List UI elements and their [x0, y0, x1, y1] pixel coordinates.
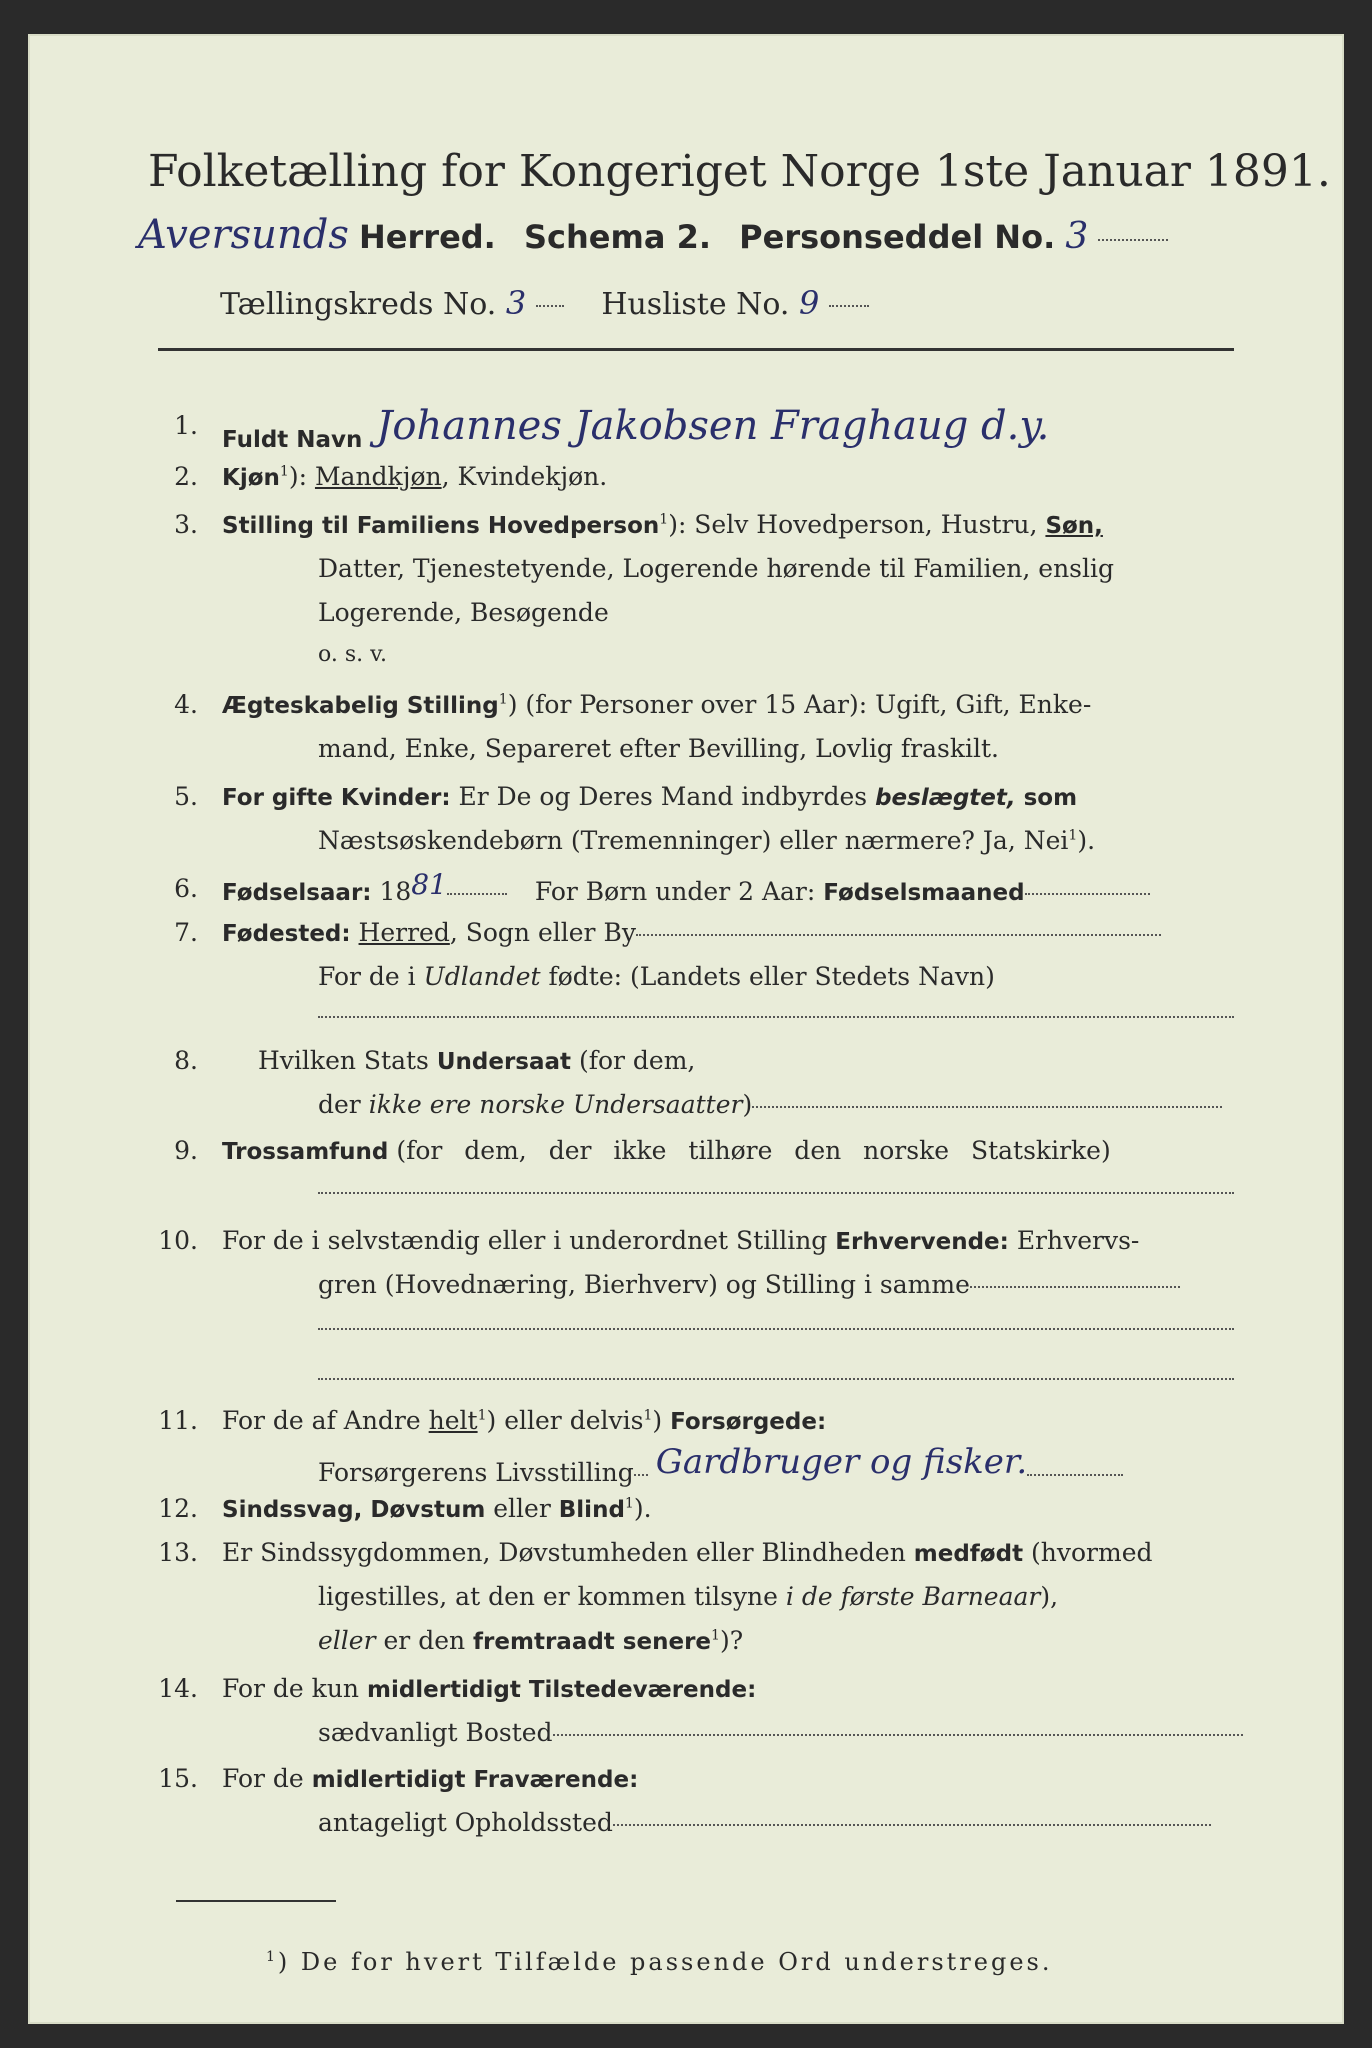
footnote-ref: 1 [477, 1407, 487, 1424]
item-number: 1. [174, 411, 198, 440]
item-8-undersaat [258, 1046, 695, 1075]
item-label: Undersaat [436, 1049, 572, 1075]
footnote-ref: 1 [1068, 827, 1078, 844]
item-text: ) (for Personer over 15 Aar): Ugift, Gift, Enke- [507, 690, 1092, 719]
item-12-sindssvag [222, 1494, 652, 1523]
item-label: Stilling til Familiens Hovedperson [222, 513, 660, 539]
item-number: 15. [158, 1764, 198, 1793]
item-text: , Kvindekjøn. [441, 462, 608, 491]
item-15-line-2 [318, 1808, 1211, 1837]
item-number: 8. [174, 1046, 198, 1075]
item-text: antageligt Opholdssted [318, 1808, 613, 1837]
footnote-rule [176, 1900, 336, 1902]
form-title: Folketælling for Kongeriget Norge 1ste Januar 1891. [148, 146, 1331, 197]
item-number: 11. [158, 1406, 198, 1435]
underlined-option: Mandkjøn [314, 462, 442, 491]
husliste-label: Husliste No. [601, 287, 790, 322]
item-6-fodselsaar [222, 868, 1150, 907]
item-text: der [318, 1090, 361, 1119]
item-label: Fuldt Navn [222, 427, 363, 453]
item-text: For de kun [222, 1674, 360, 1703]
item-label: Kjøn [222, 465, 280, 491]
item-text: For de af Andre [222, 1406, 421, 1435]
name-value: Johannes Jakobsen Fraghaug d.y. [376, 403, 1050, 449]
footnote [266, 1948, 1052, 1976]
item-label: midlertidigt Fraværende: [311, 1767, 639, 1793]
underlined-option: Søn, [1045, 513, 1103, 539]
footnote-ref: 1 [498, 691, 508, 708]
item-label: Trossamfund [222, 1139, 389, 1165]
item-15-fravaerende [222, 1764, 638, 1793]
dotted-line [1098, 239, 1168, 241]
underlined-option: Herred [358, 918, 450, 947]
item-text: beslægtet, [875, 785, 1016, 811]
item-text: For de i selvstændig eller i underordnet Stilling [222, 1226, 828, 1255]
personseddel-no: 3 [1065, 216, 1089, 257]
item-number: 4. [174, 690, 198, 719]
item-text: ) eller delvis [486, 1406, 644, 1435]
item-text: Forsørgerens Livsstilling [318, 1458, 634, 1487]
item-label: Fødselsmaaned [823, 880, 1025, 906]
item-label: fremtraadt senere [473, 1629, 712, 1655]
item-3-line-4: o. s. v. [318, 642, 387, 667]
kreds-label: Tællingskreds No. [220, 287, 497, 322]
item-text: er den [383, 1626, 466, 1655]
item-text: ): [288, 462, 307, 491]
item-5-line-2 [318, 826, 1095, 855]
item-10-line-2 [318, 1270, 1180, 1299]
item-text: (for dem, der ikke tilhøre den norske Statskirke) [396, 1136, 1111, 1165]
item-13-line-3 [318, 1626, 743, 1655]
item-text: For de [222, 1764, 304, 1793]
item-text: Er De og Deres Mand indbyrdes [458, 782, 868, 811]
item-text: (hvormed [1031, 1538, 1153, 1567]
item-4-line-2: mand, Enke, Separeret efter Bevilling, Lovlig fraskilt. [318, 734, 999, 763]
item-13-medfodt [222, 1538, 1153, 1567]
footnote-ref: 1 [659, 511, 669, 528]
herred-row [138, 212, 1168, 258]
item-text: ): Selv Hovedperson, Hustru, [668, 510, 1038, 539]
footnote-ref: 1 [266, 1949, 278, 1965]
item-5-gifte-kvinder [222, 782, 1077, 811]
item-label: medfødt [913, 1541, 1024, 1567]
dotted-line [829, 305, 869, 307]
item-text: ikke ere norske Undersaatter [368, 1090, 743, 1119]
schema-label: Schema 2. [524, 218, 711, 256]
item-label: Blind [558, 1497, 625, 1523]
footnote-text: ) De for hvert Tilfælde passende Ord understreges. [277, 1948, 1053, 1976]
item-text: sædvanligt Bosted [318, 1718, 553, 1747]
item-text: For de i [318, 962, 416, 991]
dotted-line [553, 1734, 1243, 1736]
item-13-line-2 [318, 1582, 1058, 1611]
personseddel-label: Personseddel No. [739, 218, 1056, 256]
dotted-line [536, 305, 564, 307]
item-text: eller [318, 1626, 376, 1655]
dotted-line [318, 1016, 1234, 1018]
item-number: 14. [158, 1674, 198, 1703]
item-number: 6. [174, 874, 198, 903]
item-text: Er Sindssygdommen, Døvstumheden eller Blindheden [222, 1538, 906, 1567]
item-number: 12. [158, 1494, 198, 1523]
item-7-line-2 [318, 962, 995, 991]
item-text: )? [719, 1626, 744, 1655]
item-number: 9. [174, 1136, 198, 1165]
item-10-erhvervende [222, 1226, 1139, 1255]
kreds-row [220, 284, 869, 322]
item-3-line-2: Datter, Tjenestetyende, Logerende hørende til Familien, enslig [318, 554, 1115, 583]
item-label: Sindssvag, Døvstum [222, 1497, 486, 1523]
item-text: i de første Barneaar [785, 1582, 1041, 1611]
item-number: 13. [158, 1538, 198, 1567]
header-rule [158, 348, 1234, 351]
dotted-line [318, 1328, 1234, 1330]
item-text: som [1023, 785, 1078, 811]
dotted-line [634, 1474, 648, 1476]
dotted-line [752, 1106, 1222, 1108]
item-text: Erhvervs- [1016, 1226, 1140, 1255]
item-8-line-2 [318, 1090, 1222, 1119]
dotted-line [970, 1286, 1180, 1288]
dotted-line [447, 893, 507, 895]
dotted-line [636, 934, 1161, 936]
herred-name: Aversunds [138, 212, 349, 258]
footnote-ref: 1 [643, 1407, 653, 1424]
item-number: 7. [174, 918, 198, 947]
item-text: (for dem, [578, 1046, 696, 1075]
item-14-tilstedevaerende [222, 1674, 756, 1703]
item-2-kjon [222, 462, 607, 491]
item-1-fuldt-navn [222, 403, 1050, 457]
underlined-option: helt [428, 1406, 478, 1435]
census-form [28, 34, 1344, 2024]
item-label: Fødselsaar: [222, 880, 372, 906]
birth-year-value: 81 [411, 868, 447, 901]
item-text: ). [1077, 826, 1096, 855]
item-text: Næstsøskendebørn (Tremenninger) eller nærmere? Ja, Nei [318, 826, 1069, 855]
item-label: gifte Kvinder: [271, 785, 451, 811]
item-text: fødte: (Landets eller Stedets Navn) [548, 962, 995, 991]
dotted-line [318, 1378, 1234, 1380]
item-number: 3. [174, 510, 198, 539]
item-3-stilling [222, 510, 1103, 539]
item-7-fodested [222, 918, 1161, 947]
item-label: midlertidigt Tilstedeværende: [366, 1677, 757, 1703]
item-number: 10. [158, 1226, 198, 1255]
item-label: Forsørgede: [670, 1409, 827, 1435]
item-label: For [222, 785, 264, 811]
item-number: 2. [174, 462, 198, 491]
item-text: Hvilken Stats [258, 1046, 429, 1075]
item-text: ). [633, 1494, 652, 1523]
item-label: Fødested: [222, 921, 351, 947]
item-number: 5. [174, 782, 198, 811]
item-text: gren (Hovednæring, Bierhverv) og Stilling i samme [318, 1270, 970, 1299]
item-text: , Sogn eller By [449, 918, 636, 947]
item-text: ) [742, 1090, 753, 1119]
item-3-line-3: Logerende, Besøgende [318, 598, 609, 627]
kreds-no: 3 [505, 284, 527, 322]
item-11-line-2 [318, 1442, 1123, 1490]
year-prefix: 18 [379, 877, 412, 906]
item-label: Erhvervende: [835, 1229, 1009, 1255]
herred-label: Herred. [359, 218, 496, 256]
item-label: Ægteskabelig Stilling [222, 693, 499, 719]
husliste-no: 9 [799, 284, 820, 322]
item-11-forsorgede [222, 1406, 826, 1435]
footnote-ref: 1 [279, 463, 289, 480]
item-text: Udlandet [423, 962, 541, 991]
forsorger-value: Gardbruger og fisker. [655, 1442, 1028, 1482]
item-text: ) [652, 1406, 663, 1435]
item-14-line-2 [318, 1718, 1243, 1747]
dotted-line [613, 1824, 1211, 1826]
dotted-line [318, 1192, 1234, 1194]
item-text: ), [1040, 1582, 1059, 1611]
dotted-line [1027, 1474, 1123, 1476]
footnote-ref: 1 [624, 1495, 634, 1512]
item-text: For Børn under 2 Aar: [534, 877, 816, 906]
dotted-line [1025, 893, 1150, 895]
item-4-aegteskab [222, 690, 1091, 719]
footnote-ref: 1 [711, 1627, 720, 1644]
item-text: ligestilles, at den er kommen tilsyne [318, 1582, 778, 1611]
item-text: eller [493, 1494, 551, 1523]
item-9-trossamfund [222, 1136, 1111, 1165]
